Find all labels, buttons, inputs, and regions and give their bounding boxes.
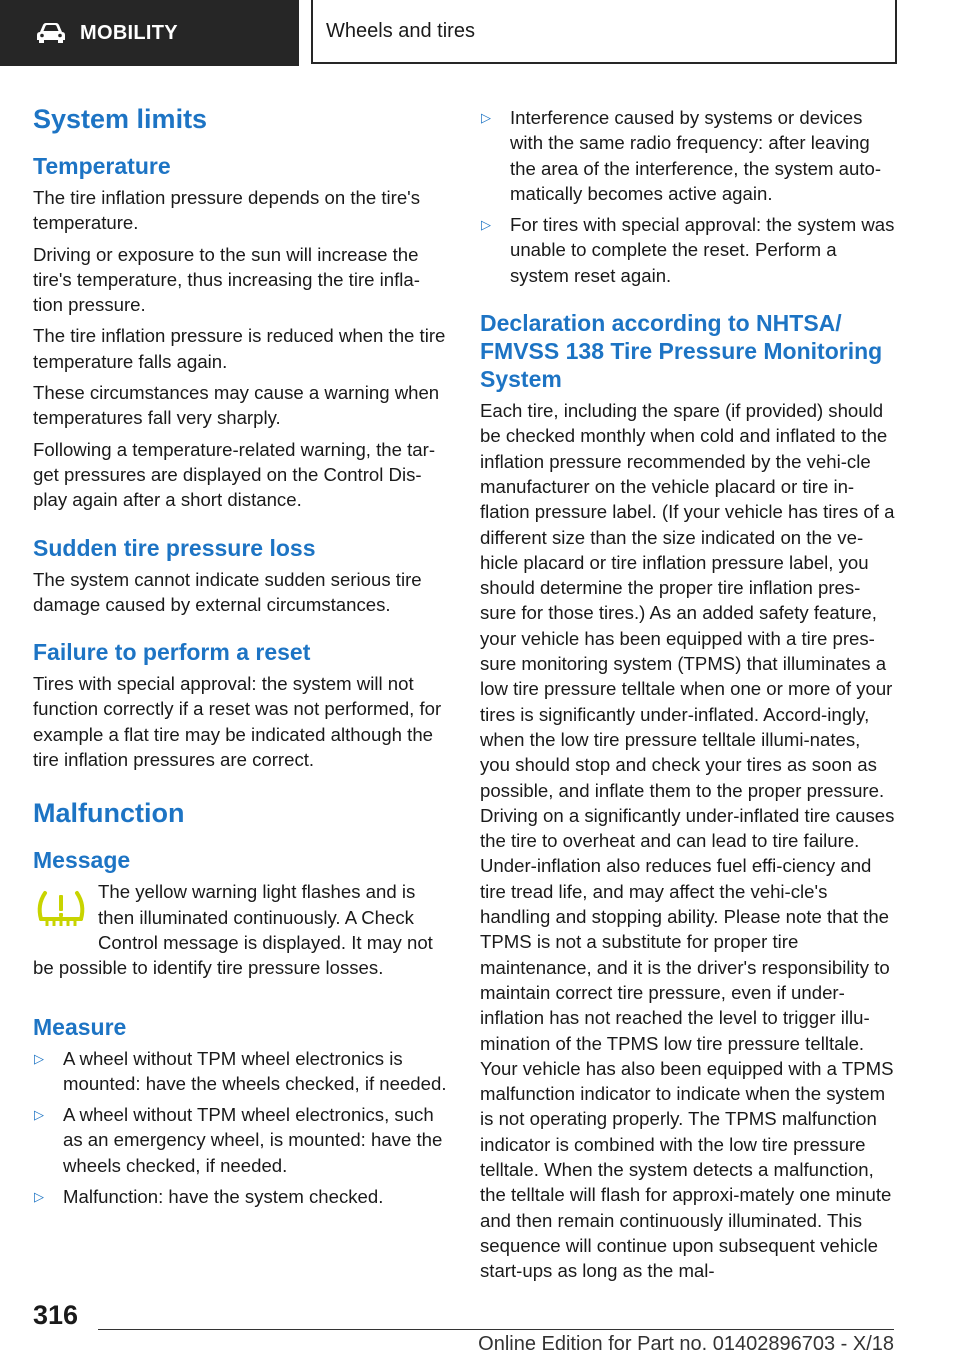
edition-note: Online Edition for Part no. 01402896703 - X/18 (478, 1333, 894, 1355)
page-header (0, 0, 960, 66)
triangle-right-icon: ▷ (481, 110, 491, 125)
message-block (33, 879, 448, 980)
sudden-paragraph: The system cannot indicate sudden serious tire damage caused by external circumstances. (33, 568, 422, 615)
temperature-paragraph-4: These circumstances may cause a warning when temperatures fall very sharply. (33, 382, 440, 429)
heading-declaration: Declaration according to NHTSA/ FMVSS 138 Tire Pressure Monitoring System (480, 310, 883, 393)
footer-divider (98, 1329, 894, 1330)
tire-pressure-warning-icon (33, 887, 89, 931)
left-column (33, 100, 448, 1209)
heading-failure-reset: Failure to perform a reset (33, 639, 311, 666)
section-tab (0, 0, 299, 66)
measure-item: ▷ A wheel without TPM wheel electronics is mounted: have the wheels checked, if needed. (33, 1046, 448, 1097)
section-title: MOBILITY (80, 21, 178, 44)
heading-system-limits: System limits (33, 104, 208, 134)
car-icon (36, 22, 66, 44)
reset-cause-item: ▷ Interference caused by systems or devices with the same radio frequency: after leaving the area of the interference, the system auto‐matically becomes active again. (480, 105, 895, 206)
heading-message: Message (33, 847, 131, 874)
right-column (480, 105, 895, 1283)
declaration-paragraph: Each tire, including the spare (if provided) should be checked monthly when cold and inflated to the inflation pressure recommended by the vehi‐cle manufacturer on the vehicle placard or tire in‐flation pressure label. (If your vehicle has tires of a different size than the size indicated on the ve‐hicle placard or tire inflation pressure label, you should determine the proper tire inflation pres‐sure for those tires.) As an added safety feature, your vehicle has been equipped with a tire pres‐sure monitoring system (TPMS) that illuminates a low tire pressure telltale when one or more of your tires is significantly under-inflated. Accord‐ingly, when the low tire pressure telltale illumi‐nates, you should stop and check your tires as soon as possible, and inflate them to the proper pressure. Driving on a significantly under-inflated tire causes the tire to overheat and can lead to tire failure. Under-inflation also reduces fuel effi‐ciency and tire tread life, and may affect the vehi‐cle's handling and stopping ability. Please note that the TPMS is not a substitute for proper tire maintenance, and it is the driver's responsibility to maintain correct tire pressure, even if under-inflation has not reached the level to trigger illu‐mination of the TPMS low tire pressure telltale. Your vehicle has also been equipped with a TPMS malfunction indicator to indicate when the system is not operating properly. The TPMS malfunction indicator is combined with the low tire pressure telltale. When the system detects a malfunction, the telltale will flash for approxi‐mately one minute and then remain continuously illuminated. This sequence will continue upon subsequent vehicle start-ups as long as the mal‐ (480, 400, 895, 1282)
chapter-tab (311, 0, 897, 64)
heading-temperature: Temperature (33, 153, 171, 179)
temperature-paragraph-2: Driving or exposure to the sun will increase the tire's temperature, thus increasing the tire infla‐tion pressure. (33, 243, 420, 316)
measure-item: ▷ Malfunction: have the system checked. (33, 1184, 448, 1209)
temperature-paragraph-3: The tire inflation pressure is reduced when the tire temperature falls again. (33, 325, 446, 372)
triangle-right-icon: ▷ (34, 1050, 44, 1066)
triangle-right-icon: ▷ (34, 1107, 44, 1123)
triangle-right-icon: ▷ (34, 1189, 44, 1205)
heading-measure: Measure (33, 1013, 127, 1040)
triangle-right-icon: ▷ (481, 217, 491, 233)
temperature-paragraph-1: The tire inflation pressure depends on the tire's temperature. (33, 187, 421, 234)
message-paragraph: The yellow warning light flashes and is then illuminated continuously. A Check Control message is displayed. It may not be possible to identify tire pressure losses. (33, 881, 433, 979)
heading-malfunction: Malfunction (33, 798, 185, 829)
chapter-title: Wheels and tires (326, 19, 475, 42)
measure-item: ▷ A wheel without TPM wheel electronics, such as an emergency wheel, is mounted: have the wheels checked, if needed. (33, 1102, 448, 1178)
temperature-paragraph-5: Following a temperature-related warning, the tar‐get pressures are displayed on the Control Dis‐play again after a short distance. (33, 438, 436, 511)
reset-cause-item: ▷ For tires with special approval: the system was unable to complete the reset. Perform a system reset again. (480, 212, 895, 288)
page-number: 316 (33, 1300, 79, 1330)
failure-paragraph: Tires with special approval: the system will not function correctly if a reset was not performed, for example a flat tire may be indicated although the tire inflation pressures are correct. (33, 673, 442, 771)
heading-sudden-pressure-loss: Sudden tire pressure loss (33, 534, 316, 561)
